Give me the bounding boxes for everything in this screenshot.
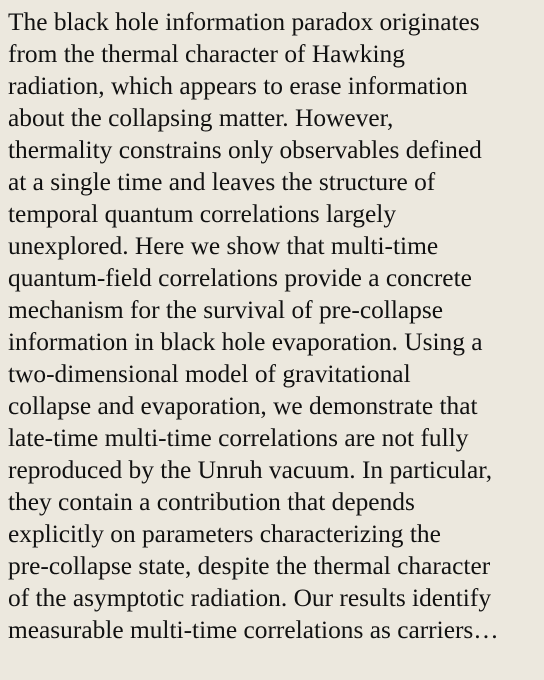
text-line: of the asymptotic radiation. Our results identify	[8, 584, 492, 612]
text-line: measurable multi-time correlations as carriers…	[8, 616, 499, 644]
text-line: late-time multi-time correlations are not fully	[8, 424, 469, 452]
text-line: at a single time and leaves the structure of	[8, 168, 436, 196]
text-line: quantum-field correlations provide a concrete	[8, 264, 472, 292]
text-line: unexplored. Here we show that multi-time	[8, 232, 439, 260]
text-line: they contain a contribution that depends	[8, 488, 415, 516]
text-line: explicitly on parameters characterizing the	[8, 520, 441, 548]
text-line: radiation, which appears to erase information	[8, 72, 468, 100]
text-line: reproduced by the Unruh vacuum. In particular,	[8, 456, 493, 484]
text-line: The black hole information paradox originates	[8, 8, 480, 36]
text-line: temporal quantum correlations largely	[8, 200, 397, 228]
text-line: about the collapsing matter. However,	[8, 104, 394, 132]
abstract-text	[8, 6, 540, 646]
text-line: mechanism for the survival of pre-collapse	[8, 296, 444, 324]
text-line: from the thermal character of Hawking	[8, 40, 405, 68]
text-line: two-dimensional model of gravitational	[8, 360, 411, 388]
text-line: pre-collapse state, despite the thermal character	[8, 552, 491, 580]
text-line: thermality constrains only observables defined	[8, 136, 482, 164]
text-line: information in black hole evaporation. Using a	[8, 328, 483, 356]
text-line: collapse and evaporation, we demonstrate that	[8, 392, 478, 420]
